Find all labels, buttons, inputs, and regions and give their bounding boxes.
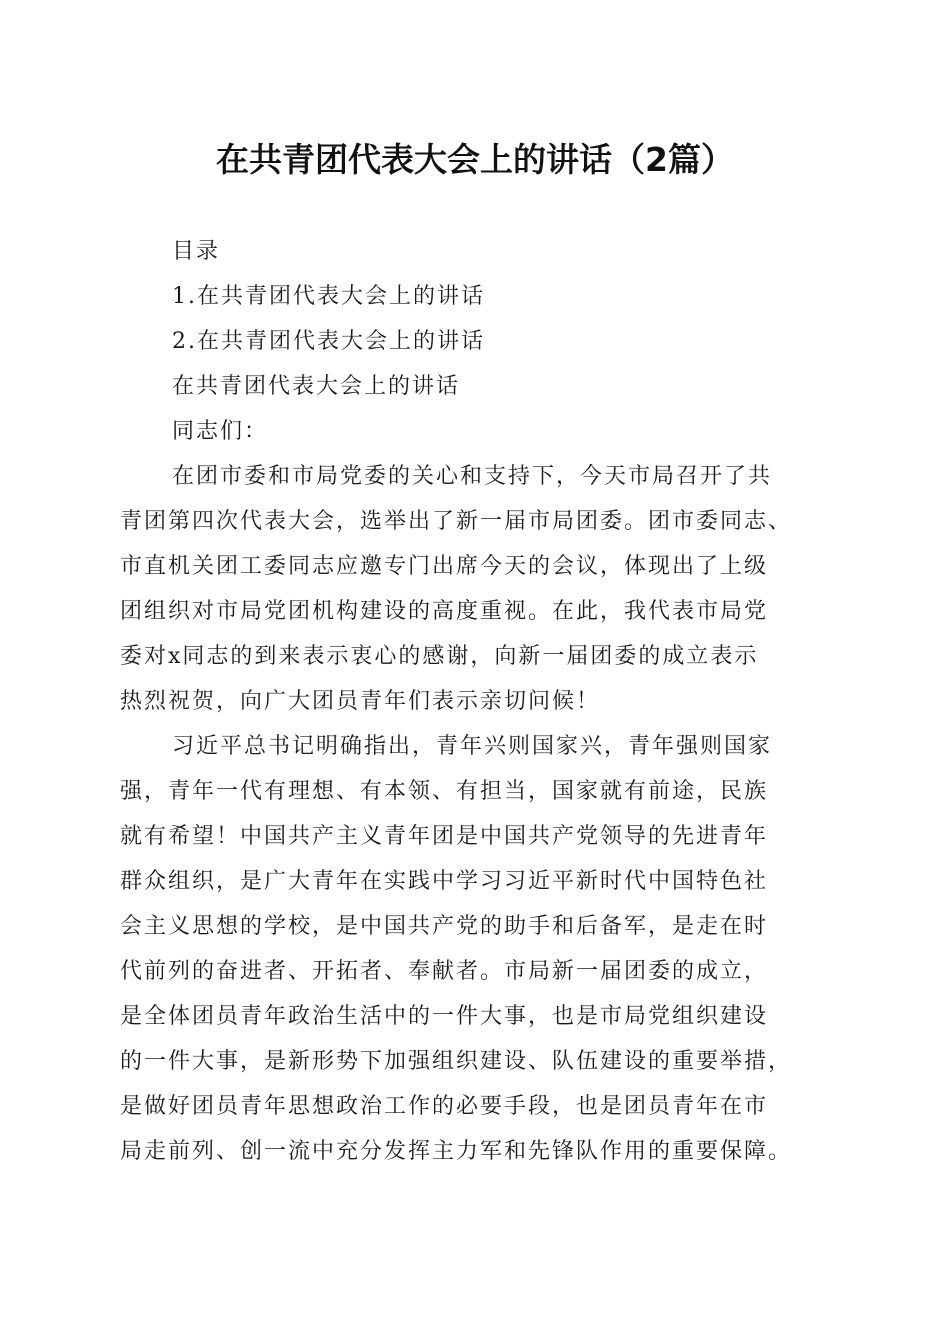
toc-item: 1.在共青团代表大会上的讲话 bbox=[172, 284, 485, 309]
toc-item: 2.在共青团代表大会上的讲话 bbox=[172, 329, 485, 354]
paragraph-line: 强，青年一代有理想、有本领、有担当，国家就有前途，民族 bbox=[120, 779, 769, 804]
paragraph-2 bbox=[120, 724, 832, 1174]
paragraph-line: 在团市委和市局党委的关心和支持下，今天市局召开了共 bbox=[172, 464, 773, 489]
paragraph-line: 是做好团员青年思想政治工作的必要手段，也是团员青年在市 bbox=[120, 1094, 769, 1119]
toc-heading: 目录 bbox=[172, 239, 221, 264]
paragraph-line: 的一件大事，是新形势下加强组织建设、队伍建设的重要举措， bbox=[120, 1049, 793, 1074]
paragraph-line: 团组织对市局党团机构建设的高度重视。在此，我代表市局党 bbox=[120, 599, 769, 624]
paragraph-line: 会主义思想的学校，是中国共产党的助手和后备军，是走在时 bbox=[120, 914, 769, 939]
paragraph-line: 热烈祝贺，向广大团员青年们表示亲切问候！ bbox=[120, 689, 601, 714]
paragraph-line: 市直机关团工委同志应邀专门出席今天的会议，体现出了上级 bbox=[120, 554, 769, 579]
paragraph-line: 代前列的奋进者、开拓者、奉献者。市局新一届团委的成立， bbox=[120, 959, 769, 984]
paragraph-line: 就有希望！中国共产主义青年团是中国共产党领导的先进青年 bbox=[120, 824, 769, 849]
paragraph-line: 局走前列、创一流中充分发挥主力军和先锋队作用的重要保障。 bbox=[120, 1139, 793, 1164]
paragraph-line: 习近平总书记明确指出，青年兴则国家兴，青年强则国家 bbox=[172, 734, 773, 759]
paragraph-line: 委对x同志的到来表示衷心的感谢，向新一届团委的成立表示 bbox=[120, 644, 759, 669]
document-body bbox=[120, 229, 832, 1174]
salutation: 同志们： bbox=[172, 419, 269, 444]
document-title: 在共青团代表大会上的讲话（2篇） bbox=[216, 140, 734, 179]
paragraph-line: 青团第四次代表大会，选举出了新一届市局团委。团市委同志、 bbox=[120, 509, 793, 534]
section-title: 在共青团代表大会上的讲话 bbox=[172, 374, 461, 399]
paragraph-1 bbox=[120, 454, 832, 724]
paragraph-line: 是全体团员青年政治生活中的一件大事，也是市局党组织建设 bbox=[120, 1004, 769, 1029]
paragraph-line: 群众组织，是广大青年在实践中学习习近平新时代中国特色社 bbox=[120, 869, 769, 894]
